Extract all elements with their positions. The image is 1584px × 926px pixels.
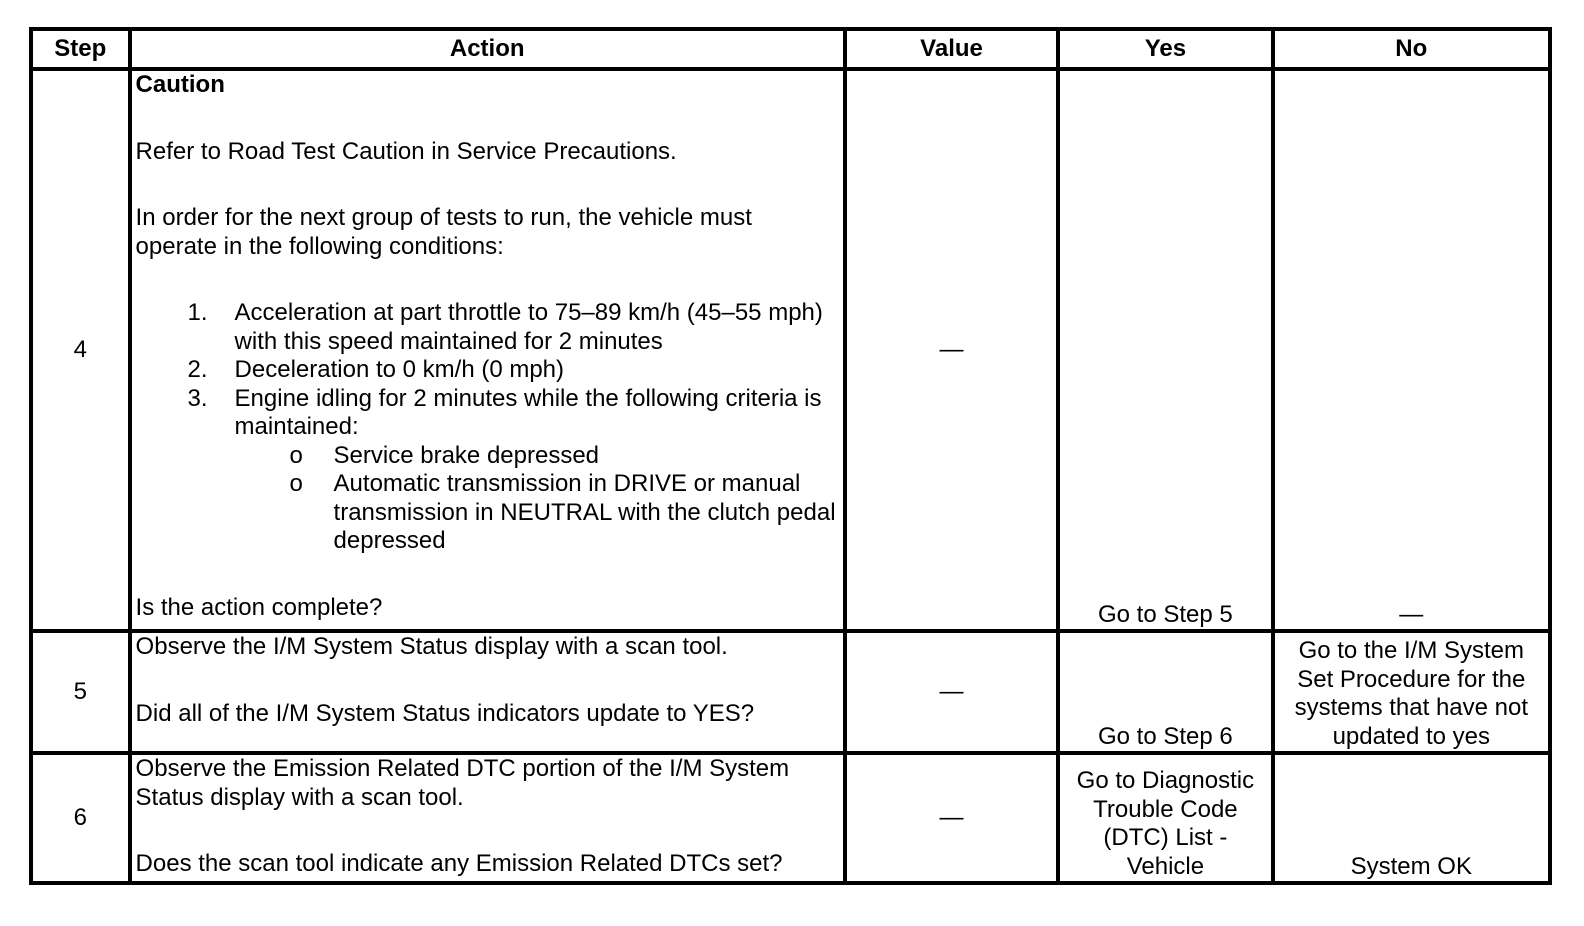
caution-label: Caution (135, 71, 225, 98)
criteria-list (235, 442, 839, 556)
no-cell: Go to the I/M System Set Procedure for the systems that have not updated to yes (1273, 631, 1550, 753)
value-cell: — (845, 631, 1058, 753)
header-row (31, 29, 1550, 69)
header-no: No (1273, 29, 1550, 69)
no-cell: — (1273, 69, 1550, 631)
circle-bullet-icon: o (289, 470, 303, 497)
question-text: Does the scan tool indicate any Emission Related DTCs set? (135, 850, 783, 877)
condition-item (136, 385, 839, 556)
yes-cell: Go to Step 5 (1058, 69, 1272, 631)
header-yes: Yes (1058, 29, 1272, 69)
header-value: Value (845, 29, 1058, 69)
action-cell (130, 69, 845, 631)
instruction-text: Observe the I/M System Status display with a scan tool. (135, 633, 728, 660)
criteria-item (235, 442, 839, 471)
table-row-step-6 (31, 753, 1550, 883)
yes-cell: Go to Diagnostic Trouble Code (DTC) List - Vehicle (1058, 753, 1272, 883)
criteria-item (235, 470, 839, 556)
condition-item (136, 299, 839, 356)
action-cell (130, 753, 845, 883)
header-action: Action (130, 29, 845, 69)
step-number: 6 (31, 753, 130, 883)
diagnostic-table (29, 27, 1552, 885)
question-text: Did all of the I/M System Status indicators update to YES? (135, 699, 755, 727)
yes-cell: Go to Step 6 (1058, 631, 1272, 753)
condition-text: Deceleration to 0 km/h (0 mph) (234, 356, 565, 383)
condition-number: 1. (187, 299, 208, 326)
conditions-list (136, 299, 839, 556)
criteria-text: Automatic transmission in DRIVE or manual transmission in NEUTRAL with the clutch pedal depressed (333, 470, 836, 554)
condition-number: 3. (187, 384, 208, 412)
value-cell: — (845, 753, 1058, 883)
step-number: 4 (31, 69, 130, 631)
circle-bullet-icon: o (289, 441, 303, 469)
value-cell: — (845, 69, 1058, 631)
table-row-step-4 (31, 69, 1550, 631)
step-number: 5 (31, 631, 130, 753)
refer-text: Refer to Road Test Caution in Service Precautions. (135, 137, 677, 165)
condition-item (136, 356, 839, 385)
criteria-text: Service brake depressed (333, 441, 600, 469)
action-cell (130, 631, 845, 753)
intro-text: In order for the next group of tests to run, the vehicle must operate in the following conditions: (135, 204, 752, 260)
condition-text: Acceleration at part throttle to 75–89 km/h (45–55 mph) with this speed maintained for 2 minutes (234, 299, 823, 355)
question-text: Is the action complete? (135, 593, 383, 621)
header-step: Step (31, 29, 130, 69)
condition-number: 2. (187, 356, 208, 383)
table-row-step-5 (31, 631, 1550, 753)
condition-text: Engine idling for 2 minutes while the following criteria is maintained: (234, 384, 822, 440)
no-cell: System OK (1273, 753, 1550, 883)
instruction-text: Observe the Emission Related DTC portion of the I/M System Status display with a scan tool. (135, 755, 790, 811)
